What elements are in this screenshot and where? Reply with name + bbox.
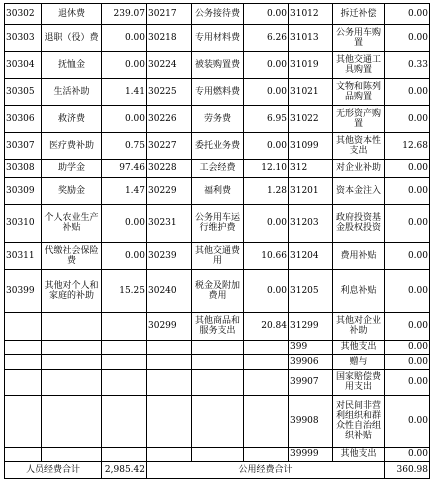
code-cell: 30226: [147, 105, 192, 132]
name-cell: [192, 340, 244, 355]
code-cell: 30309: [5, 177, 42, 204]
name-cell: 其他对企业补助: [333, 312, 385, 340]
name-cell: 医疗费补助: [42, 132, 102, 159]
code-cell: 30303: [5, 24, 42, 51]
name-cell: 退职（役）费: [42, 24, 102, 51]
amount-cell: 0.00: [385, 105, 430, 132]
code-cell: [147, 395, 192, 447]
code-cell: 30299: [147, 312, 192, 340]
code-cell: [147, 369, 192, 395]
name-cell: [192, 369, 244, 395]
name-cell: 其他支出: [333, 447, 385, 462]
expense-table: [4, 3, 430, 479]
code-cell: 30310: [5, 204, 42, 242]
amount-cell: [102, 369, 147, 395]
table-row: [5, 204, 430, 242]
code-cell: 30399: [5, 270, 42, 313]
name-cell: [42, 312, 102, 340]
amount-cell: 1.47: [102, 177, 147, 204]
amount-cell: 0.00: [385, 355, 430, 370]
totals-row: [5, 462, 430, 479]
amount-cell: [244, 355, 289, 370]
table-row: [5, 369, 430, 395]
amount-cell: 0.00: [385, 242, 430, 269]
name-cell: 其他商品和服务支出: [192, 312, 244, 340]
table-row: [5, 51, 430, 78]
code-cell: 30240: [147, 270, 192, 313]
amount-cell: 0.00: [385, 177, 430, 204]
name-cell: 专用燃料费: [192, 78, 244, 105]
amount-cell: 15.25: [102, 270, 147, 313]
code-cell: 31205: [289, 270, 333, 313]
personnel-total-value: 2,985.42: [102, 462, 147, 479]
code-cell: 39908: [289, 395, 333, 447]
code-cell: 30225: [147, 78, 192, 105]
code-cell: 30304: [5, 51, 42, 78]
code-cell: 39907: [289, 369, 333, 395]
table-row: [5, 312, 430, 340]
amount-cell: [244, 447, 289, 462]
table-row: [5, 132, 430, 159]
amount-cell: 0.00: [244, 4, 289, 25]
name-cell: [192, 395, 244, 447]
amount-cell: 0.00: [102, 51, 147, 78]
amount-cell: 0.00: [385, 270, 430, 313]
code-cell: 30302: [5, 4, 42, 25]
code-cell: 30228: [147, 159, 192, 177]
amount-cell: 0.00: [385, 159, 430, 177]
name-cell: [42, 395, 102, 447]
name-cell: 税金及附加费用: [192, 270, 244, 313]
table-row: [5, 177, 430, 204]
amount-cell: 0.00: [385, 340, 430, 355]
name-cell: 工会经费: [192, 159, 244, 177]
code-cell: 30308: [5, 159, 42, 177]
table-row: [5, 78, 430, 105]
amount-cell: 0.00: [244, 204, 289, 242]
code-cell: 31204: [289, 242, 333, 269]
code-cell: 31012: [289, 4, 333, 25]
name-cell: 退休费: [42, 4, 102, 25]
code-cell: 30224: [147, 51, 192, 78]
name-cell: [192, 355, 244, 370]
code-cell: 31299: [289, 312, 333, 340]
amount-cell: 12.10: [244, 159, 289, 177]
name-cell: 其他交通工具购置: [333, 51, 385, 78]
code-cell: 30218: [147, 24, 192, 51]
amount-cell: [244, 395, 289, 447]
amount-cell: 0.00: [244, 132, 289, 159]
amount-cell: 10.66: [244, 242, 289, 269]
amount-cell: 0.00: [385, 447, 430, 462]
code-cell: 30229: [147, 177, 192, 204]
table-row: [5, 105, 430, 132]
amount-cell: [102, 355, 147, 370]
code-cell: [5, 447, 42, 462]
amount-cell: 0.33: [385, 51, 430, 78]
name-cell: 政府投资基金股权投资: [333, 204, 385, 242]
name-cell: 生活补助: [42, 78, 102, 105]
code-cell: 30306: [5, 105, 42, 132]
amount-cell: 0.00: [244, 270, 289, 313]
amount-cell: [102, 447, 147, 462]
table-row: [5, 355, 430, 370]
code-cell: [147, 340, 192, 355]
name-cell: 其他对个人和家庭的补助: [42, 270, 102, 313]
code-cell: [147, 447, 192, 462]
amount-cell: [244, 340, 289, 355]
code-cell: 30305: [5, 78, 42, 105]
name-cell: [42, 355, 102, 370]
table-row: [5, 270, 430, 313]
code-cell: 31203: [289, 204, 333, 242]
name-cell: [42, 369, 102, 395]
name-cell: 代缴社会保险费: [42, 242, 102, 269]
personnel-total-label: 人员经费合计: [5, 462, 102, 479]
name-cell: 其他资本性支出: [333, 132, 385, 159]
name-cell: 劳务费: [192, 105, 244, 132]
code-cell: 30307: [5, 132, 42, 159]
public-total-value: 360.98: [385, 462, 430, 479]
code-cell: 30231: [147, 204, 192, 242]
name-cell: 公务用车运行维护费: [192, 204, 244, 242]
amount-cell: 0.00: [102, 105, 147, 132]
code-cell: [147, 355, 192, 370]
code-cell: 31019: [289, 51, 333, 78]
amount-cell: 0.00: [385, 78, 430, 105]
name-cell: [42, 340, 102, 355]
amount-cell: 0.00: [244, 78, 289, 105]
code-cell: 31201: [289, 177, 333, 204]
name-cell: 国家赔偿费用支出: [333, 369, 385, 395]
amount-cell: 239.07: [102, 4, 147, 25]
amount-cell: 0.75: [102, 132, 147, 159]
code-cell: 31099: [289, 132, 333, 159]
code-cell: 39906: [289, 355, 333, 370]
name-cell: 奖励金: [42, 177, 102, 204]
amount-cell: 12.68: [385, 132, 430, 159]
amount-cell: [102, 340, 147, 355]
name-cell: 助学金: [42, 159, 102, 177]
name-cell: 资本金注入: [333, 177, 385, 204]
amount-cell: 1.28: [244, 177, 289, 204]
amount-cell: [102, 395, 147, 447]
amount-cell: 0.00: [102, 204, 147, 242]
code-cell: 30311: [5, 242, 42, 269]
name-cell: 公务接待费: [192, 4, 244, 25]
code-cell: 31013: [289, 24, 333, 51]
name-cell: 费用补贴: [333, 242, 385, 269]
name-cell: 文物和陈列品购置: [333, 78, 385, 105]
amount-cell: 97.46: [102, 159, 147, 177]
name-cell: 专用材料费: [192, 24, 244, 51]
amount-cell: 0.00: [244, 51, 289, 78]
amount-cell: 20.84: [244, 312, 289, 340]
amount-cell: 0.00: [385, 24, 430, 51]
name-cell: 无形资产购置: [333, 105, 385, 132]
amount-cell: [102, 312, 147, 340]
amount-cell: 0.00: [385, 369, 430, 395]
table-row: [5, 159, 430, 177]
code-cell: 30239: [147, 242, 192, 269]
amount-cell: [244, 369, 289, 395]
amount-cell: 6.95: [244, 105, 289, 132]
table-row: [5, 395, 430, 447]
amount-cell: 0.00: [385, 312, 430, 340]
table-row: [5, 242, 430, 269]
name-cell: [42, 447, 102, 462]
name-cell: 利息补贴: [333, 270, 385, 313]
name-cell: 个人农业生产补贴: [42, 204, 102, 242]
amount-cell: 1.41: [102, 78, 147, 105]
code-cell: [5, 355, 42, 370]
code-cell: 30227: [147, 132, 192, 159]
name-cell: 其他支出: [333, 340, 385, 355]
code-cell: [5, 369, 42, 395]
code-cell: 312: [289, 159, 333, 177]
name-cell: 被装购置费: [192, 51, 244, 78]
code-cell: 31021: [289, 78, 333, 105]
name-cell: 救济费: [42, 105, 102, 132]
amount-cell: 0.00: [102, 242, 147, 269]
code-cell: 31022: [289, 105, 333, 132]
table-row: [5, 24, 430, 51]
code-cell: [5, 395, 42, 447]
name-cell: 拆迁补偿: [333, 4, 385, 25]
name-cell: 抚恤金: [42, 51, 102, 78]
code-cell: 30217: [147, 4, 192, 25]
amount-cell: 0.00: [385, 4, 430, 25]
name-cell: 委托业务费: [192, 132, 244, 159]
amount-cell: 0.00: [385, 395, 430, 447]
name-cell: 福利费: [192, 177, 244, 204]
name-cell: 其他交通费用: [192, 242, 244, 269]
amount-cell: 6.26: [244, 24, 289, 51]
name-cell: 对民间非营利组织和群众性自治组织补贴: [333, 395, 385, 447]
public-total-label: 公用经费合计: [147, 462, 385, 479]
table-row: [5, 4, 430, 25]
name-cell: 公务用车购置: [333, 24, 385, 51]
table-row: [5, 340, 430, 355]
amount-cell: 0.00: [102, 24, 147, 51]
name-cell: [192, 447, 244, 462]
name-cell: 对企业补助: [333, 159, 385, 177]
code-cell: [5, 340, 42, 355]
amount-cell: 0.00: [385, 204, 430, 242]
code-cell: 399: [289, 340, 333, 355]
code-cell: [5, 312, 42, 340]
table-row: [5, 447, 430, 462]
code-cell: 39999: [289, 447, 333, 462]
name-cell: 赠与: [333, 355, 385, 370]
